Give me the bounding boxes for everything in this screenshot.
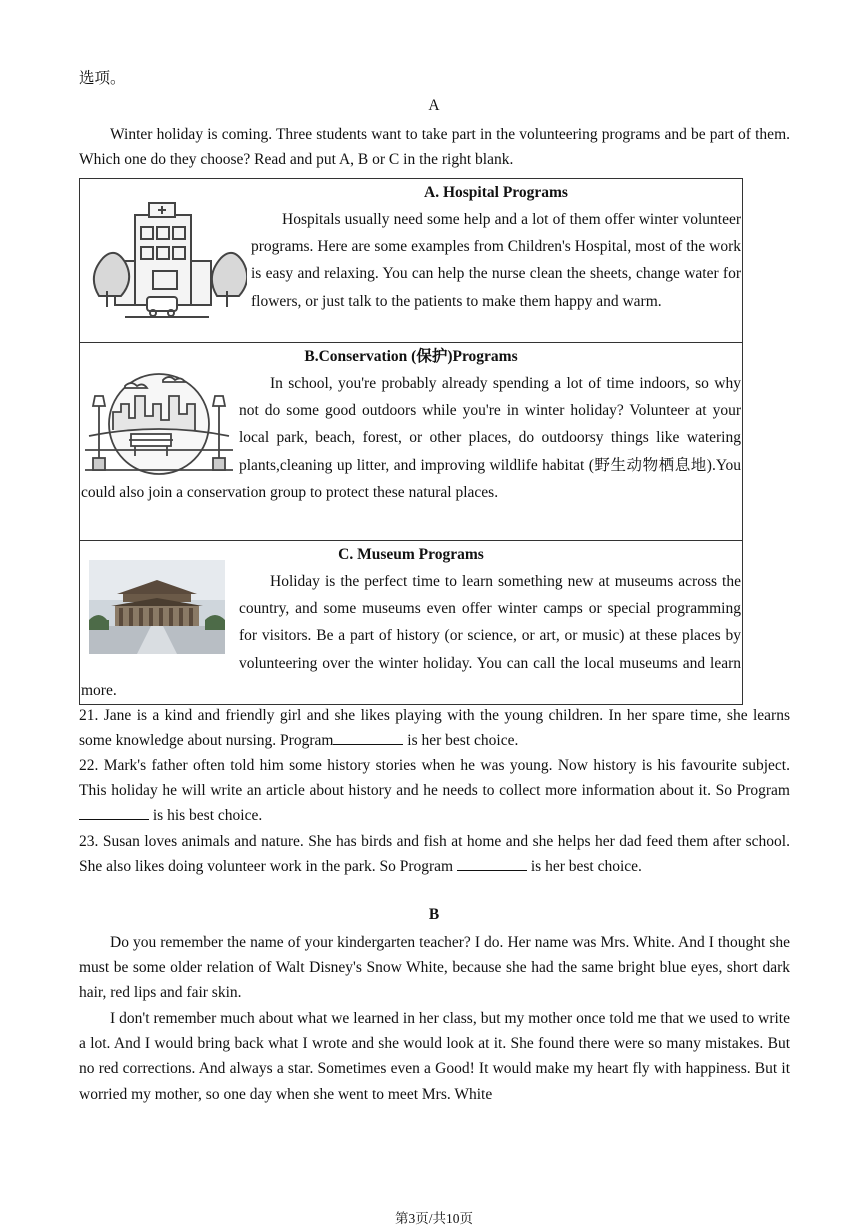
program-row-b bbox=[80, 343, 743, 541]
answer-blank-22[interactable] bbox=[79, 805, 149, 820]
header-line: 选项。 bbox=[79, 70, 126, 87]
page-footer: 第3页/共10页 bbox=[394, 1211, 473, 1226]
answer-blank-21[interactable] bbox=[333, 730, 403, 745]
section-a-intro: Winter holiday is coming. Three students want to take part in the volunteering programs and be part of them. Which one do they choose? Read and put A, B or C in the right blank. bbox=[79, 126, 790, 169]
program-a-text: Hospitals usually need some help and a lot of them offer winter volunteer programs. Here are some examples from Children's Hospital, most of the work is easy and relaxing. You can help the nurse clean the sheets, change water for flowers, or just talk to the patients to make them happy and warm. bbox=[251, 211, 741, 310]
program-a-title: A. Hospital Programs bbox=[424, 184, 568, 201]
program-b-text: In school, you're probably already spending a lot of time indoors, so why not do some good outdoors while you're in winter holiday? Volunteer at your local park, beach, forest, or other places, do outdoorsy things like watering plants,cleaning up litter, and improving wildlife habitat (野生动物栖息地).You could also join a conservation group to protect these natural places. bbox=[81, 375, 741, 501]
question-22: 22. Mark's father often told him some history stories when he was young. Now history is his favourite subject. This holiday he will write an article about history and he needs to collect more information about it. So Program is his best choice. bbox=[79, 757, 790, 825]
answer-blank-23[interactable] bbox=[457, 856, 527, 871]
program-b-title: B.Conservation (保护)Programs bbox=[304, 348, 518, 365]
section-a-letter: A bbox=[428, 97, 440, 114]
section-b-letter: B bbox=[428, 906, 440, 923]
programs-table bbox=[79, 178, 743, 705]
section-b-paragraph-2: I don't remember much about what we learned in her class, but my mother once told me that we used to write a lot. And I would bring back what I wrote and she would look at it. She found there were so many mistakes. But no red corrections. And always a star. Sometimes even a Good! It would make my heart fly with happiness. But it worried my mother, so one day when she went to meet Mrs. White bbox=[79, 1010, 790, 1103]
program-c-text: Holiday is the perfect time to learn something new at museums across the country, and some museums even offer winter camps or special programming for visitors. Be a part of history (or science, or art, or music) at these places by volunteering over the winter holiday. You can call the local museums and learn more. bbox=[81, 573, 741, 699]
program-c-title: C. Museum Programs bbox=[338, 546, 484, 563]
section-b-paragraph-1: Do you remember the name of your kindergarten teacher? I do. Her name was Mrs. White. And I thought she must be some older relation of Walt Disney's Snow White, because she had the same bright blue eyes, short dark hair, red lips and fair skin. bbox=[79, 934, 790, 1002]
question-23: 23. Susan loves animals and nature. She has birds and fish at home and she helps her dad feed them after school. She also likes doing volunteer work in the park. So Program is her best choice. bbox=[79, 833, 790, 876]
program-row-c bbox=[80, 541, 743, 705]
museum-photo-icon bbox=[81, 568, 233, 664]
program-row-a bbox=[80, 179, 743, 343]
park-city-illustration-icon bbox=[81, 370, 233, 478]
question-21: 21. Jane is a kind and friendly girl and she likes playing with the young children. In her spare time, she learns some knowledge about nursing. Program is her best choice. bbox=[79, 707, 790, 750]
hospital-illustration-icon bbox=[81, 181, 251, 331]
